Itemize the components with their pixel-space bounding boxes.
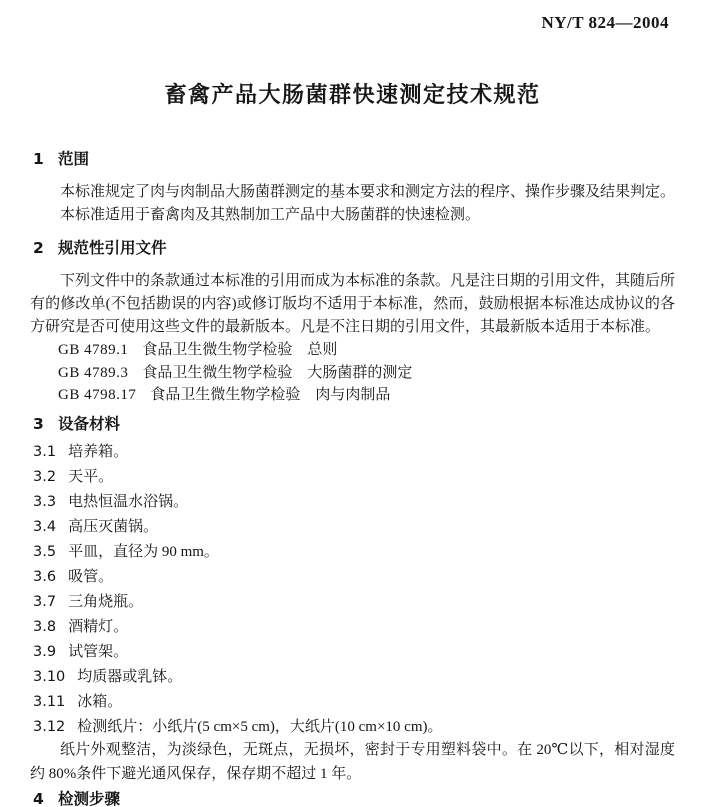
- section-1-heading: [30, 150, 675, 168]
- equipment-item: [30, 565, 675, 590]
- section-3-number: 3: [33, 414, 44, 433]
- clause-text: 均质器或乳钵。: [77, 668, 183, 685]
- clause-number: 3.2: [33, 468, 57, 485]
- section-3-title: 设备材料: [58, 414, 121, 433]
- equipment-item: [30, 665, 675, 690]
- reference-item: [30, 362, 675, 385]
- section-4-heading: [30, 790, 675, 807]
- reference-list: [30, 339, 675, 407]
- clause-number: 3.7: [33, 593, 57, 610]
- reference-title: 食品卫生微生物学检验 肉与肉制品: [150, 387, 391, 403]
- clause-number: 3.3: [33, 493, 57, 510]
- clause-number: 3.11: [33, 693, 66, 710]
- equipment-item: [30, 590, 675, 615]
- section-1-title: 范围: [58, 150, 90, 168]
- section-1-number: 1: [33, 150, 44, 168]
- equipment-list: [30, 440, 675, 740]
- section-2-number: 2: [33, 239, 44, 257]
- clause-text: 检测纸片：小纸片(5 cm×5 cm)，大纸片(10 cm×10 cm)。: [77, 718, 443, 735]
- clause-number: 3.5: [33, 543, 57, 560]
- equipment-item: [30, 465, 675, 490]
- clause-text: 三角烧瓶。: [68, 593, 144, 610]
- clause-text: 冰箱。: [77, 693, 123, 710]
- clause-number: 3.1: [33, 443, 57, 460]
- equipment-item: [30, 715, 675, 740]
- reference-item: [30, 384, 675, 407]
- scope-paragraph-2: 本标准适用于畜禽肉及其熟制加工产品中大肠菌群的快速检测。: [60, 207, 481, 223]
- clause-text: 酒精灯。: [68, 618, 129, 635]
- clause-text: 电热恒温水浴锅。: [68, 493, 189, 510]
- section-3-heading: [30, 415, 675, 433]
- reference-title: 食品卫生微生物学检验 总则: [142, 342, 338, 358]
- equipment-item: [30, 690, 675, 715]
- clause-text: 天平。: [68, 468, 114, 485]
- clause-number: 3.9: [33, 643, 57, 660]
- clause-text: 吸管。: [68, 568, 114, 585]
- equipment-item: [30, 540, 675, 565]
- reference-code: GB 4789.3: [58, 364, 129, 381]
- reference-title: 食品卫生微生物学检验 大肠菌群的测定: [142, 364, 413, 381]
- clause-text: 试管架。: [68, 643, 129, 660]
- clause-number: 3.10: [33, 668, 66, 685]
- section-4-title: 检测步骤: [58, 789, 121, 807]
- equipment-item: [30, 440, 675, 465]
- clause-text: 高压灭菌锅。: [68, 518, 159, 535]
- clause-text: 培养箱。: [68, 443, 129, 460]
- equipment-item: [30, 640, 675, 665]
- clause-number: 3.6: [33, 568, 57, 585]
- document-title: 畜禽产品大肠菌群快速测定技术规范: [164, 83, 541, 108]
- reference-item: [30, 339, 675, 362]
- scope-paragraph-1: 本标准规定了肉与肉制品大肠菌群测定的基本要求和测定方法的程序、操作步骤及结果判定。: [60, 184, 676, 200]
- reference-code: GB 4789.1: [58, 342, 129, 358]
- equipment-item: [30, 515, 675, 540]
- reference-code: GB 4798.17: [58, 387, 137, 403]
- clause-number: 3.4: [33, 518, 57, 535]
- clause-number: 3.8: [33, 618, 57, 635]
- clause-number: 3.12: [33, 718, 66, 735]
- section-2-title: 规范性引用文件: [58, 239, 167, 257]
- clause-text: 平皿，直径为 90 mm。: [68, 543, 219, 560]
- section-4-number: 4: [33, 789, 44, 807]
- test-paper-storage-note: 纸片外观整洁，为淡绿色，无斑点，无损坏，密封于专用塑料袋中。在 20℃以下，相对湿度约 80%条件下避光通风保存，保存期不超过 1 年。: [30, 741, 675, 782]
- section-2-heading: [30, 239, 675, 257]
- equipment-item: [30, 490, 675, 515]
- normative-references-paragraph: 下列文件中的条款通过本标准的引用而成为本标准的条款。凡是注日期的引用文件，其随后所有的修改单(不包括勘误的内容)或修订版均不适用于本标准，然而，鼓励根据本标准达成协议的各方研究是否可使用这些文件的最新版本。凡是不注日期的引用文件，其最新版本适用于本标准。: [30, 273, 676, 335]
- equipment-item: [30, 615, 675, 640]
- standard-number: NY/T 824—2004: [541, 13, 669, 32]
